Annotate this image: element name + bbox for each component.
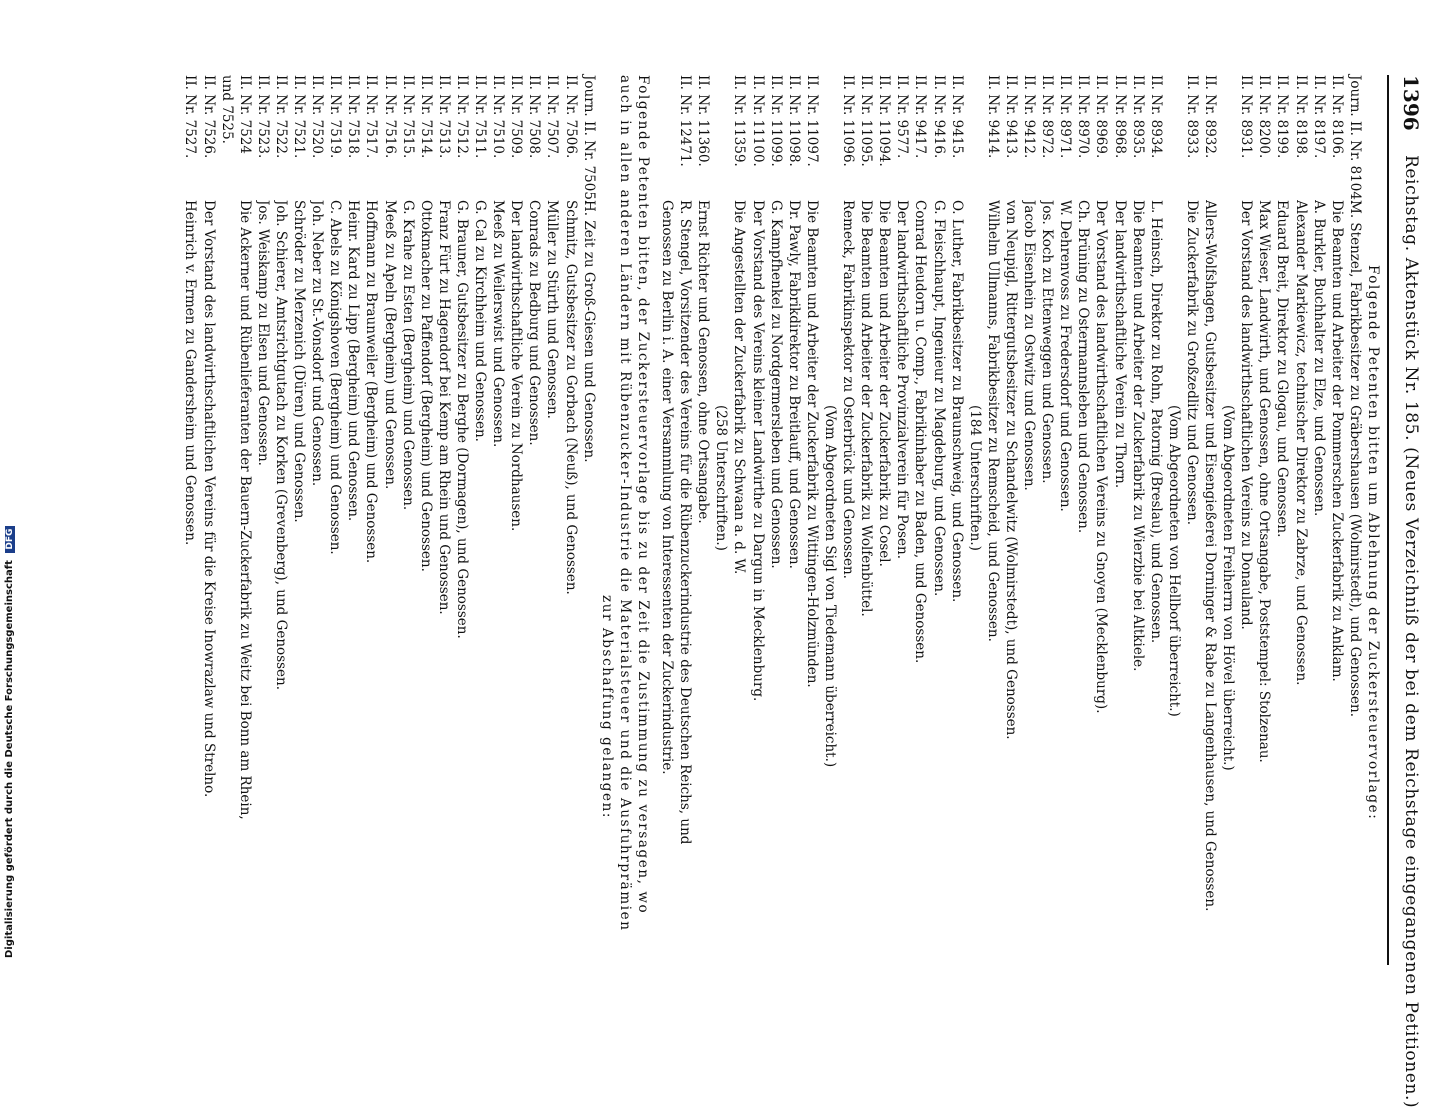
petitioner-text: G. Cal zu Kirchheim und Genossen.: [472, 200, 489, 442]
journal-number: II. Nr. 7522.: [273, 75, 289, 159]
journal-number: II. Nr. 9577.: [894, 75, 911, 159]
journal-number: II. Nr. 7508.: [526, 75, 543, 159]
petitioner-text: Schröder zu Merzenich (Düren) und Genossen.: [291, 200, 308, 523]
journal-number: II. Nr. 9413.: [1003, 75, 1019, 159]
page-header: [1395, 75, 1425, 1108]
section-intro: Folgende Petenten bitten um Ablehnung der Zuckersteuervorlage:: [1365, 265, 1381, 821]
petitioner-text: Der landwirthschaftliche Verein zu Thorn.: [1111, 200, 1128, 489]
journal-number: II. Nr. 7507.: [544, 75, 561, 159]
journal-number: Journ. II. Nr. 8104.: [1346, 75, 1363, 205]
journal-number: II. Nr. 11097.: [803, 75, 820, 167]
journal-number: II. Nr. 11360.: [695, 75, 712, 167]
petitioner-text: Wilhelm Ullmanns, Fabrikbesitzer zu Remscheid, und Genossen.: [984, 200, 1001, 642]
journal-number: II. Nr. 11096.: [840, 75, 857, 167]
note: (184 Unterschriften.): [966, 405, 983, 551]
journal-number: II. Nr. 7517.: [363, 75, 380, 159]
petitioner-text: M. Stenzel, Fabrikbesitzer zu Gräbershausen (Wolmirstedt), und Genossen.: [1346, 200, 1363, 717]
petitioner-text: Meeß zu Apeln (Bergheim) und Genossen.: [381, 200, 398, 490]
journal-number: II. Nr. 7523.: [254, 75, 271, 159]
journal-number: II. Nr. 8197.: [1310, 75, 1327, 159]
journal-number: II. Nr. 9416.: [930, 75, 947, 159]
journal-number: II. Nr. 9417.: [912, 75, 929, 159]
petitioner-text: Die Beamten und Arbeiter der Zuckerfabrik zu Wolfenbüttel.: [858, 200, 875, 617]
journal-number: II. Nr. 11100.: [749, 75, 766, 167]
petitioner-text: Schmitz, Gutsbesitzer zu Gorbach (Neuß), und Genossen.: [562, 200, 579, 595]
petitioner-text: Ernst Richter und Genossen, ohne Ortsangabe.: [695, 200, 712, 524]
petitioner-text: Ottokmacher zu Paffendorf (Bergheim) und Genossen.: [417, 200, 434, 572]
petitioner-text: Alexander Markiewicz, technischer Direktor zu Zabrze, und Genossen.: [1292, 200, 1309, 686]
petitioner-text: Der Vorstand des Vereins kleiner Landwirthe zu Dargun in Mecklenburg.: [749, 200, 766, 702]
petitioner-text: L. Heinsch, Direktor zu Rohn, Patornig (Breslau), und Genossen.: [1147, 200, 1164, 644]
journal-number: II. Nr. 9415.: [948, 75, 965, 159]
petitioner-text: Müller zu Stürth und Genossen.: [544, 200, 561, 419]
journal-number: II. Nr. 9414.: [984, 75, 1001, 159]
petitioner-text: Meeß zu Weilerswist und Genossen.: [490, 200, 507, 448]
journal-number: II. Nr. 11094.: [876, 75, 893, 167]
journal-number: II. Nr. 7511.: [472, 75, 489, 159]
petitioner-text: Der landwirthschaftliche Provinzialverein für Posen.: [894, 200, 911, 559]
journal-number: II. Nr. 8106.: [1328, 75, 1345, 159]
petitioner-text: Die Beamten und Arbeiter der Zuckerfabrik zu Cosel.: [876, 200, 893, 567]
journal-number: Journ. II. Nr. 7505.: [580, 75, 597, 205]
journal-number: II. Nr. 7516.: [381, 75, 398, 159]
journal-number: II. Nr. 11359.: [731, 75, 748, 167]
petitioner-text: Der landwirthschaftliche Verein zu Nordhausen.: [508, 200, 525, 532]
journal-number: II. Nr. 7506.: [562, 75, 579, 159]
journal-number: II. Nr. 7513.: [435, 75, 452, 159]
journal-number: II. Nr. 7518.: [345, 75, 362, 159]
journal-number: II. Nr. 7509.: [508, 75, 525, 159]
journal-number: II. Nr. 8198.: [1292, 75, 1309, 159]
journal-number: II. Nr. 8200.: [1256, 75, 1273, 159]
petitioner-text: G. Kampfhenkel zu Nordgermersleben und Genossen.: [767, 200, 784, 569]
journal-number: II. Nr. 11095.: [858, 75, 875, 167]
petitioner-text: Jos. Koch zu Ettenweggen und Genossen.: [1039, 200, 1056, 484]
petitioner-text: G. Krahe zu Esten (Bergheim) und Genossen.: [399, 200, 416, 511]
journal-number: und 7525.: [218, 75, 235, 144]
petitioner-text: Der Vorstand des landwirthschaftlichen Vereins für die Kreise Inowrazlaw und Strelno.: [200, 200, 217, 798]
credit-text: Digitalisierung gefördert durch die Deutsche Forschungsgemeinschaft: [4, 560, 15, 958]
petitioner-text: Heinrich v. Ermen zu Gandersheim und Genossen.: [182, 200, 199, 546]
journal-number: II. Nr. 12471.: [677, 75, 694, 167]
petitioner-text: H. Zeit zu Groß-Giesen und Genossen.: [580, 200, 597, 463]
journal-number: II. Nr. 7510.: [490, 75, 507, 159]
journal-number: II. Nr. 7526.: [200, 75, 217, 159]
petitioner-text: von Neupigl, Rittergutsbesitzer zu Schandelwitz (Wolmirstedt), und Genossen.: [1003, 200, 1019, 740]
note: (Vom Abgeordneten von Hellborf überreicht.): [1165, 405, 1182, 717]
petitioner-text: Dr. Pawly, Fabrikdirektor zu Breitlauff, und Genossen.: [785, 200, 802, 569]
section-intro: Folgende Petenten bitten, der Zuckersteuervorlage bis zu der Zeit die Zustimmung zu versagen, wo: [635, 75, 651, 915]
petitioner-text: Joh. Schierer, Amtsrichtgutach zu Korken (Grevenberg), und Genossen.: [273, 200, 289, 691]
petitioner-text: Der Vorstand des landwirthschaftlichen Vereins zu Gnoyen (Mecklenburg).: [1093, 200, 1110, 714]
journal-number: II. Nr. 8972.: [1039, 75, 1056, 159]
petitioner-text: Max Wieser, Landwirth, und Genossen, ohne Ortsangabe, Poststempel: Stolzenau.: [1256, 200, 1273, 763]
journal-number: II. Nr. 7524: [236, 75, 253, 154]
petitioner-text: O. Luther, Fabrikbesitzer zu Braunschweig, und Genossen.: [948, 200, 965, 603]
petitioner-text: Genossen zu Berlin i. A. einer Versammlung von Interessenten der Zuckerindustrie.: [659, 200, 676, 775]
journal-number: II. Nr. 8969.: [1093, 75, 1110, 159]
petitioner-text: R. Stengel, Vorsitzender des Vereins für die Rübenzuckerindustrie des Deutschen Reichs, und: [677, 200, 694, 845]
petitioner-text: W. Dehrenvoss zu Fredersdorf und Genossen.: [1057, 200, 1074, 512]
journal-number: II. Nr. 7527.: [182, 75, 199, 159]
petitioner-text: Jacob Eisenhein zu Ostwitz und Genossen.: [1021, 200, 1038, 491]
petitioner-text: Franz Fürt zu Hagendorf bei Kemp am Rhein und Genossen.: [435, 200, 452, 615]
journal-number: II. Nr. 7514.: [417, 75, 434, 159]
dfg-logo: DFG: [5, 526, 15, 553]
journal-number: II. Nr. 8971.: [1057, 75, 1074, 159]
petitioner-text: A. Burkler, Buchhalter zu Elze, und Genossen.: [1310, 200, 1327, 517]
journal-number: II. Nr. 7521.: [291, 75, 308, 159]
petitioner-text: Hoffmann zu Braunweiler (Bergheim) und Genossen.: [363, 200, 380, 564]
journal-number: II. Nr. 9412.: [1021, 75, 1038, 159]
journal-number: II. Nr. 8933.: [1184, 75, 1200, 159]
petitioner-text: Die Beamten und Arbeiter der Zuckerfabrik zu Wittingen-Holzmünden.: [803, 200, 820, 688]
petitioner-text: Heinr. Kard zu Lipp (Bergheim) und Genossen.: [345, 200, 362, 522]
petitioner-text: [218, 200, 235, 965]
petitioner-text: Die Ackerner und Rübenlieferanten der Bauern-Zuckerfabrik zu Weitz bei Bonn am Rhein,: [236, 200, 253, 820]
journal-number: II. Nr. 11099.: [767, 75, 784, 167]
page-title: Reichstag. Aktenstück Nr. 185. (Neues Verzeichniß der bei dem Reichstage eingegangenen Petitionen.): [1401, 155, 1421, 1108]
petitioner-text: C. Abels zu Königshoven (Bergheim) und Genossen.: [327, 200, 344, 555]
journal-number: II. Nr. 7520.: [309, 75, 326, 159]
petitioner-text: Die Beamten und Arbeiter der Zuckerfabrik zu Wierzbie bei Altkiele.: [1129, 200, 1146, 672]
petitioner-text: Joh. Neber zu St.-Vonsdorf und Genossen.: [309, 200, 326, 487]
journal-number: II. Nr. 8935.: [1129, 75, 1146, 159]
petitioner-text: Ch. Brüning zu Ostermannsleben und Genossen.: [1075, 200, 1092, 534]
petitioner-text: Jos. Weiskamp zu Elsen und Genossen.: [254, 200, 271, 466]
journal-number: II. Nr. 7519.: [327, 75, 344, 159]
petitioner-text: Remeck, Fabrikinspektor zu Osterbrück und Genossen.: [840, 200, 857, 579]
note: (Vom Abgeordneten Freiherrn von Hövel überreicht.): [1220, 405, 1237, 771]
petitioner-text: Conrad Heudorn u. Comp., Fabrikinhaber zu Baden, und Genossen.: [912, 200, 929, 664]
journal-number: II. Nr. 8968.: [1111, 75, 1128, 159]
petitioner-text: Die Beamten und Arbeiter der Pommerschen Zuckerfabrik zu Anklam.: [1328, 200, 1345, 682]
petitioner-text: Allers-Wolfshagen, Gutsbesitzer und Eisengießerei Dorninger & Rabe zu Langenhausen, und Genossen.: [1202, 200, 1219, 912]
petitioner-text: Die Angestellten der Zuckerfabrik zu Schwaan a. d. W.: [731, 200, 748, 575]
journal-number: II. Nr. 8934.: [1147, 75, 1164, 159]
journal-number: II. Nr. 7515.: [399, 75, 416, 159]
section-intro: auch in allen anderen Ländern mit Rübenzucker-Industrie die Materialsteuer und die Ausfuhrprämien: [616, 75, 633, 932]
petitioner-text: Conrads zu Bedburg und Genossen.: [526, 200, 543, 446]
dfg-credit: [4, 0, 18, 958]
journal-number: II. Nr. 8931.: [1238, 75, 1255, 159]
journal-number: II. Nr. 8970.: [1075, 75, 1092, 159]
petitioner-text: G. Brauner, Gutsbesitzer zu Berghe (Dormagen), und Genossen.: [454, 200, 470, 639]
journal-number: II. Nr. 11098.: [785, 75, 802, 167]
petitioner-text: Die Zuckerfabrik zu Großzedlitz und Genossen.: [1184, 200, 1200, 526]
section-intro: zur Abschaffung gelangen:: [598, 595, 615, 820]
note: (Vom Abgeordneten Sigl von Tiedemann überreicht.): [822, 405, 838, 768]
petitioner-text: G. Fleischhaupt, Ingenieur zu Magdeburg, und Genossen.: [930, 200, 947, 597]
petitioner-text: Der Vorstand des landwirthschaftlichen Vereins zu Donauland.: [1238, 200, 1255, 630]
rotated-page-content: [5, 75, 1425, 1108]
petitioner-text: Eduard Breit, Direktor zu Glogau, und Genossen.: [1274, 200, 1291, 538]
header-rule: [1387, 75, 1389, 965]
journal-number: II. Nr. 8932.: [1202, 75, 1219, 159]
journal-number: II. Nr. 8199.: [1274, 75, 1291, 159]
note: (258 Unterschriften.): [713, 405, 730, 551]
journal-number: II. Nr. 7512.: [454, 75, 470, 159]
page-number: 1396: [1399, 75, 1423, 131]
